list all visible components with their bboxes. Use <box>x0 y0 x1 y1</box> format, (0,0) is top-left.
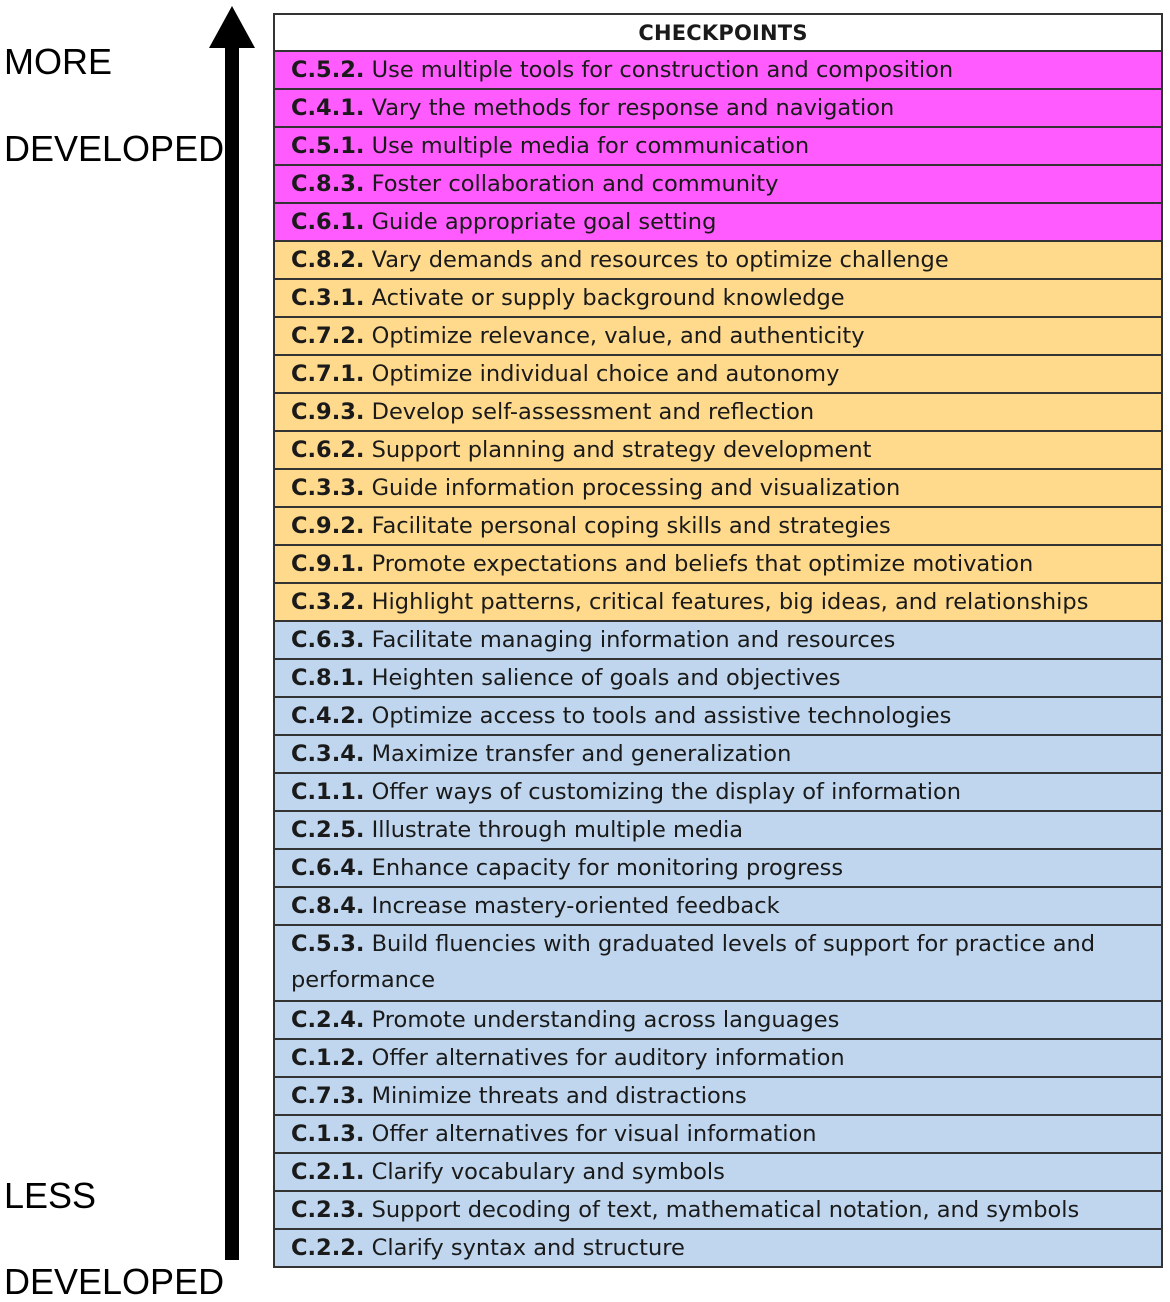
checkpoint-text: Use multiple media for communication <box>371 133 810 159</box>
checkpoint-code: C.5.1. <box>291 133 365 159</box>
checkpoint-code: C.8.2. <box>291 247 365 273</box>
table-row <box>275 1192 1161 1230</box>
table-row <box>275 926 1161 1002</box>
table-row <box>275 812 1161 850</box>
checkpoint-code: C.3.4. <box>291 741 365 767</box>
checkpoint-text: Support decoding of text, mathematical notation, and symbols <box>371 1197 1080 1223</box>
checkpoint-code: C.9.3. <box>291 399 365 425</box>
checkpoint-code: C.9.2. <box>291 513 365 539</box>
checkpoint-code: C.1.2. <box>291 1045 365 1071</box>
up-arrow-icon <box>205 6 259 1260</box>
checkpoint-code: C.1.1. <box>291 779 365 805</box>
checkpoint-text: Minimize threats and distractions <box>371 1083 747 1109</box>
checkpoints-table <box>273 13 1163 1268</box>
checkpoint-text: Offer ways of customizing the display of information <box>371 779 961 805</box>
table-row <box>275 736 1161 774</box>
table-row <box>275 1154 1161 1192</box>
checkpoint-code: C.4.1. <box>291 95 365 121</box>
checkpoint-text: Increase mastery-oriented feedback <box>371 893 780 919</box>
table-row <box>275 52 1161 90</box>
axis-label-developed-top: DEVELOPED <box>4 128 225 169</box>
axis-label-developed-bottom: DEVELOPED <box>4 1261 225 1302</box>
table-row <box>275 850 1161 888</box>
table-row <box>275 204 1161 242</box>
table-row <box>275 660 1161 698</box>
checkpoint-text: Support planning and strategy development <box>371 437 872 463</box>
checkpoint-code: C.5.3. <box>291 931 365 957</box>
table-row <box>275 432 1161 470</box>
table-row <box>275 888 1161 926</box>
table-row <box>275 166 1161 204</box>
checkpoint-text: Promote expectations and beliefs that optimize motivation <box>371 551 1034 577</box>
checkpoint-text: Maximize transfer and generalization <box>371 741 792 767</box>
table-row <box>275 356 1161 394</box>
checkpoint-code: C.8.3. <box>291 171 365 197</box>
checkpoint-text: Vary demands and resources to optimize challenge <box>371 247 949 273</box>
checkpoint-code: C.3.3. <box>291 475 365 501</box>
table-row <box>275 1116 1161 1154</box>
checkpoint-text: Activate or supply background knowledge <box>371 285 845 311</box>
checkpoint-code: C.3.1. <box>291 285 365 311</box>
checkpoint-text: Clarify vocabulary and symbols <box>371 1159 725 1185</box>
checkpoint-code: C.7.2. <box>291 323 365 349</box>
checkpoint-text: Guide information processing and visualization <box>371 475 901 501</box>
checkpoint-code: C.2.4. <box>291 1007 365 1033</box>
table-row <box>275 1230 1161 1268</box>
checkpoint-code: C.6.4. <box>291 855 365 881</box>
checkpoint-text: Build fluencies with graduated levels of support for practice and performance <box>291 931 1096 993</box>
table-row <box>275 1040 1161 1078</box>
table-row <box>275 280 1161 318</box>
checkpoint-code: C.8.4. <box>291 893 365 919</box>
axis-label-less: LESS <box>4 1175 97 1216</box>
table-row <box>275 698 1161 736</box>
table-row <box>275 622 1161 660</box>
checkpoint-code: C.2.3. <box>291 1197 365 1223</box>
axis-label-more: MORE <box>4 41 112 82</box>
checkpoint-code: C.7.1. <box>291 361 365 387</box>
checkpoint-code: C.1.3. <box>291 1121 365 1147</box>
checkpoint-text: Optimize individual choice and autonomy <box>371 361 840 387</box>
table-row <box>275 128 1161 166</box>
checkpoint-text: Guide appropriate goal setting <box>371 209 717 235</box>
checkpoint-text: Facilitate managing information and resources <box>371 627 896 653</box>
checkpoint-text: Illustrate through multiple media <box>371 817 744 843</box>
checkpoint-text: Promote understanding across languages <box>371 1007 840 1033</box>
table-row <box>275 1078 1161 1116</box>
checkpoint-code: C.3.2. <box>291 589 365 615</box>
checkpoint-text: Offer alternatives for visual information <box>371 1121 817 1147</box>
checkpoint-code: C.6.3. <box>291 627 365 653</box>
checkpoint-text: Develop self-assessment and reflection <box>371 399 815 425</box>
checkpoint-text: Optimize relevance, value, and authenticity <box>371 323 865 349</box>
checkpoint-text: Optimize access to tools and assistive technologies <box>371 703 952 729</box>
table-row <box>275 584 1161 622</box>
checkpoint-code: C.7.3. <box>291 1083 365 1109</box>
table-row <box>275 318 1161 356</box>
checkpoint-text: Heighten salience of goals and objectives <box>371 665 841 691</box>
checkpoint-text: Clarify syntax and structure <box>371 1235 685 1261</box>
checkpoint-code: C.6.1. <box>291 209 365 235</box>
table-row <box>275 774 1161 812</box>
checkpoint-text: Enhance capacity for monitoring progress <box>371 855 844 881</box>
table-row <box>275 90 1161 128</box>
checkpoint-code: C.2.1. <box>291 1159 365 1185</box>
table-row <box>275 394 1161 432</box>
checkpoint-code: C.2.5. <box>291 817 365 843</box>
table-row <box>275 470 1161 508</box>
checkpoint-text: Offer alternatives for auditory information <box>371 1045 845 1071</box>
checkpoint-code: C.6.2. <box>291 437 365 463</box>
checkpoint-text: Highlight patterns, critical features, big ideas, and relationships <box>371 589 1089 615</box>
checkpoint-code: C.4.2. <box>291 703 365 729</box>
checkpoint-code: C.9.1. <box>291 551 365 577</box>
checkpoint-text: Vary the methods for response and navigation <box>371 95 895 121</box>
table-header: CHECKPOINTS <box>275 15 1161 52</box>
checkpoint-text: Foster collaboration and community <box>371 171 779 197</box>
table-row <box>275 546 1161 584</box>
table-row <box>275 508 1161 546</box>
checkpoint-code: C.5.2. <box>291 57 365 83</box>
checkpoint-code: C.8.1. <box>291 665 365 691</box>
checkpoint-text: Use multiple tools for construction and composition <box>371 57 954 83</box>
checkpoint-text: Facilitate personal coping skills and strategies <box>371 513 891 539</box>
checkpoint-code: C.2.2. <box>291 1235 365 1261</box>
table-row <box>275 1002 1161 1040</box>
table-row <box>275 242 1161 280</box>
